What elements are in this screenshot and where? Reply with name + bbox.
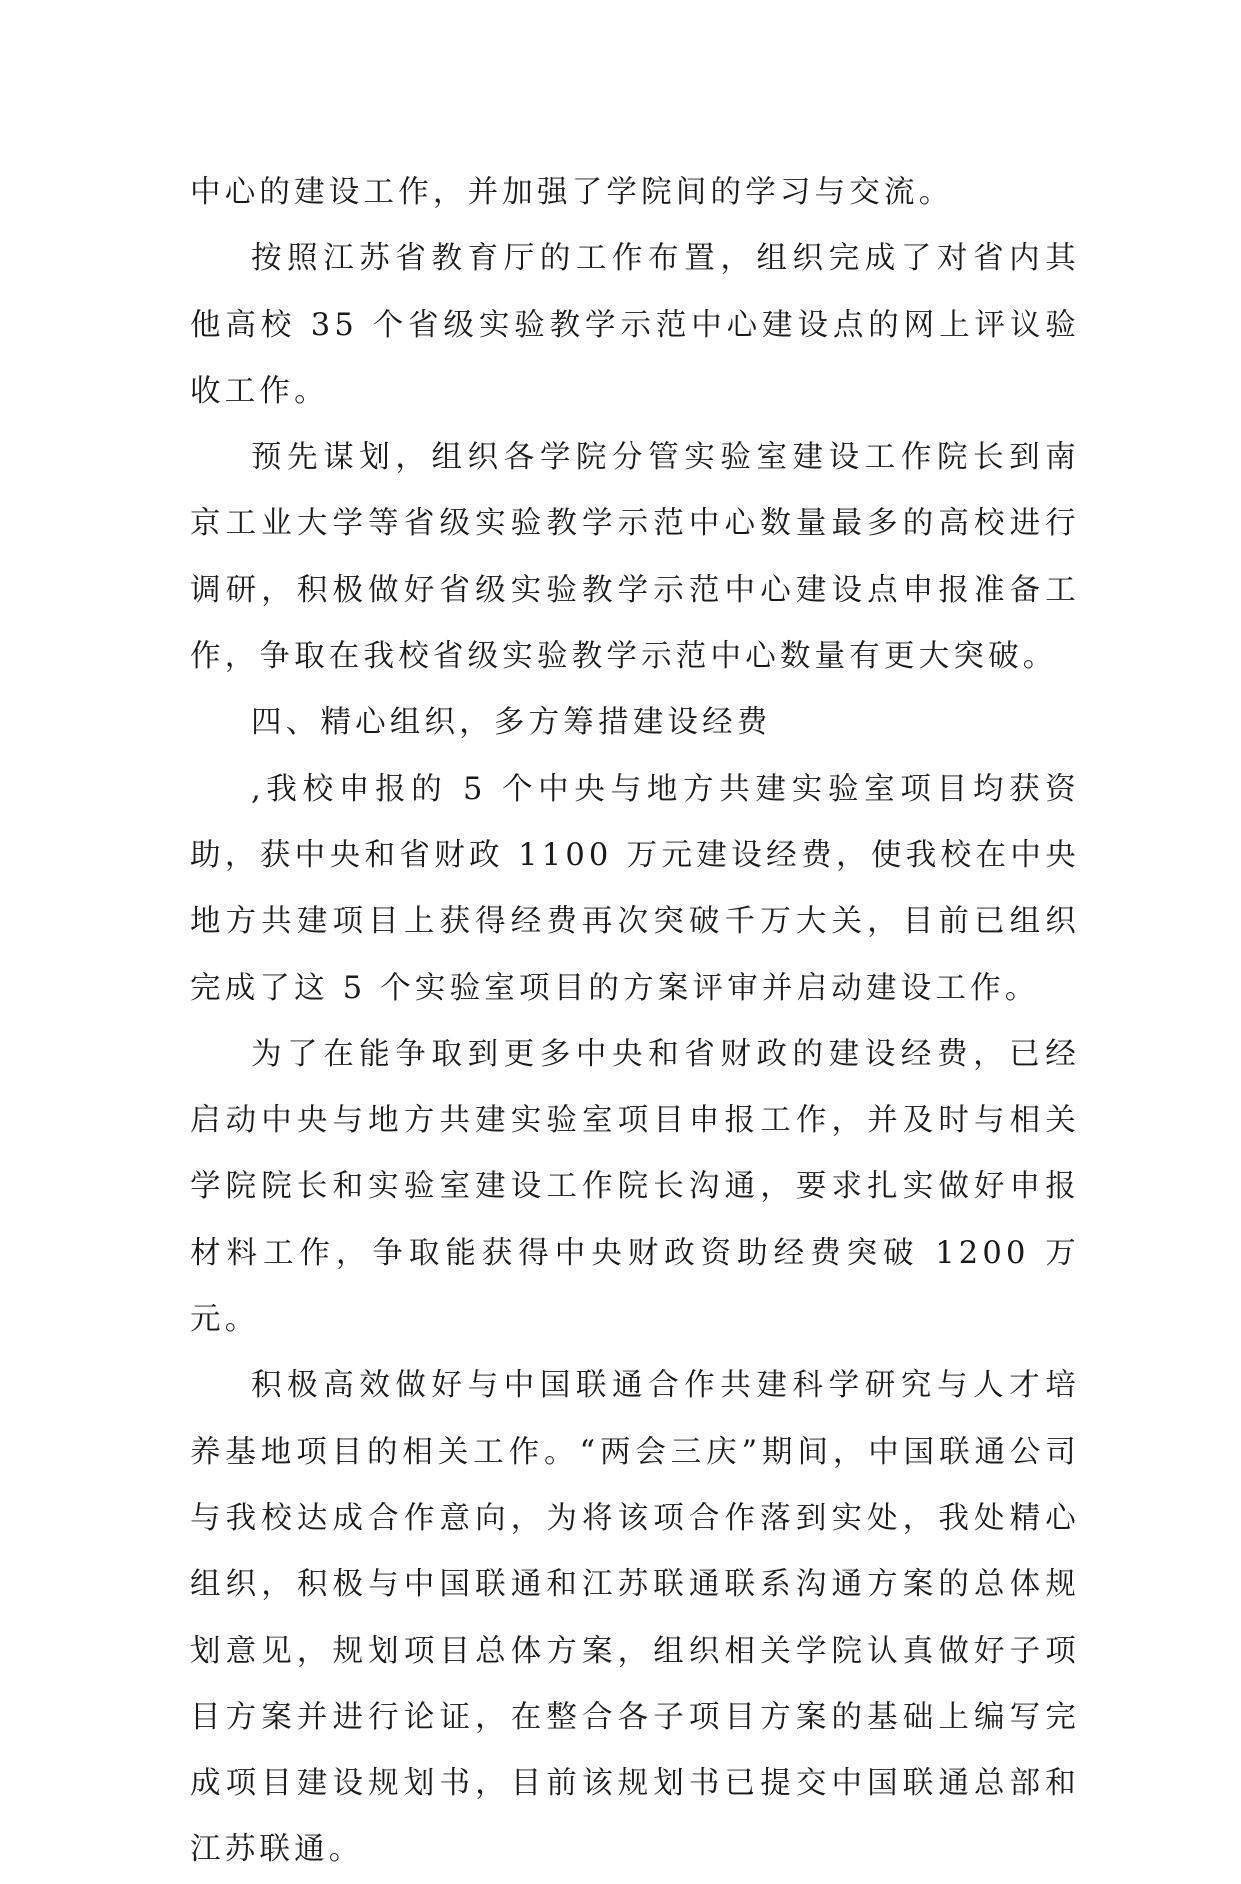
paragraph-planning: 预先谋划，组织各学院分管实验室建设工作院长到南京工业大学等省级实验教学示范中心数量最多的高校进行调研，积极做好省级实验教学示范中心建设点申报准备工作，争取在我校省级实验教学示范中心数量有更大突破。 bbox=[190, 440, 1080, 675]
document-body bbox=[190, 160, 1080, 1884]
paragraph-application: 为了在能争取到更多中央和省财政的建设经费，已经启动中央与地方共建实验室项目申报工作，并及时与相关学院院长和实验室建设工作院长沟通，要求扎实做好申报材料工作，争取能获得中央财政资助经费突破 1200 万元。 bbox=[190, 1036, 1080, 1338]
paragraph-evaluation: 按照江苏省教育厅的工作布置，组织完成了对省内其他高校 35 个省级实验教学示范中心建设点的网上评议验收工作。 bbox=[190, 241, 1080, 409]
section-heading: 四、精心组织，多方筹措建设经费 bbox=[251, 705, 772, 741]
paragraph-funding: ,我校申报的 5 个中央与地方共建实验室项目均获资助，获中央和省财政 1100 万元建设经费，使我校在中央地方共建项目上获得经费再次突破千万大关，目前已组织完成了这 5 个实验室项目的方案评审并启动建设工作。 bbox=[190, 771, 1080, 1006]
paragraph-unicom: 积极高效做好与中国联通合作共建科学研究与人才培养基地项目的相关工作。“两会三庆”期间，中国联通公司与我校达成合作意向，为将该项合作落到实处，我处精心组织，积极与中国联通和江苏联通联系沟通方案的总体规划意见，规划项目总体方案，组织相关学院认真做好子项目方案并进行论证，在整合各子项目方案的基础上编写完成项目建设规划书，目前该规划书已提交中国联通总部和江苏联通。 bbox=[190, 1368, 1080, 1868]
paragraph-continuation: 中心的建设工作，并加强了学院间的学习与交流。 bbox=[190, 175, 954, 210]
